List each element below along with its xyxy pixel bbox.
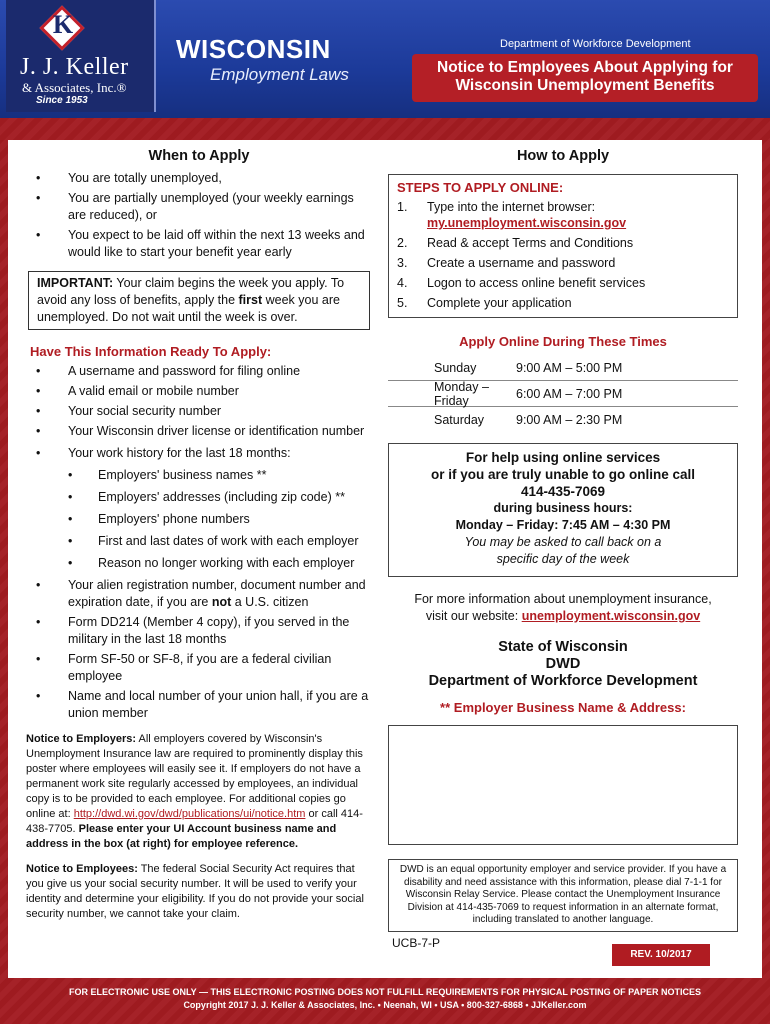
sub-list-item: • Reason no longer working with each employer [26,555,372,572]
poster-header [0,0,770,118]
help-box [388,443,738,577]
work-history-sublist [26,467,372,572]
hours-cell: 6:00 AM – 7:00 PM [516,386,623,401]
alien-text-b: a U.S. citizen [231,595,309,609]
notice-employees-text: The federal Social Security Act requires that you give us your social security number. It will be used to verify your identity and determine your eligibility. If you do not provide your social security number, we cannot take your claim. [26,863,364,920]
important-note [28,271,370,330]
alien-bold: not [211,595,232,609]
steps-box [388,174,738,318]
list-item: • Form SF-50 or SF-8, if you are a federal civilian employee [26,651,372,685]
notice-employers-text2: or call 414-438-7705. [26,808,363,835]
day-cell: Sunday [434,360,477,375]
list-item: • Your Wisconsin driver license or identification number [26,423,372,440]
info-list-continued [26,577,372,722]
step-number: 2. [397,236,408,250]
more-line2: visit our website: [425,609,522,623]
notice-employers-label: Notice to Employers: [26,733,137,745]
list-item: • Your social security number [26,403,372,420]
logo-since: Since 1953 [36,95,88,106]
important-bold: first [238,293,263,307]
list-item: • A username and password for filing online [26,363,372,380]
more-line2-wrap [388,608,738,625]
how-to-apply-heading: How to Apply [516,148,610,164]
list-item: • Name and local number of your union hall, if you are a union member [26,688,372,722]
step-text: Logon to access online benefit services [427,276,646,290]
step-number: 1. [397,200,408,214]
logo-name: J. J. Keller [20,54,129,80]
step-number: 3. [397,256,408,270]
notice-to-employers [26,732,372,852]
notice-to-employees [26,862,372,922]
step-text: Complete your application [427,296,572,310]
dwd-line2: DWD [545,656,581,672]
help-hours-label: during business hours: [493,501,633,515]
when-to-apply-heading: When to Apply [148,148,250,164]
sub-list-item: • Employers' phone numbers [26,511,372,528]
table-row [388,355,738,381]
right-column [388,140,738,932]
company-logo [6,0,156,112]
state-title: WISCONSIN [176,34,331,64]
steps-heading: STEPS TO APPLY ONLINE: [397,180,564,195]
more-info [388,591,738,625]
help-note2: specific day of the week [496,552,630,566]
times-table [388,355,738,433]
step-item [397,235,729,251]
step-item [397,255,729,271]
times-heading: Apply Online During These Times [459,334,667,349]
footer-line1: FOR ELECTRONIC USE ONLY — THIS ELECTRONIC POSTING DOES NOT FULFILL REQUIREMENTS FOR PHYSICAL POSTING OF PAPER NOTICES [68,987,702,997]
help-hours: Monday – Friday: 7:45 AM – 4:30 PM [455,518,671,532]
dwd-block [388,639,738,690]
alien-text-a: Your alien registration number, document number and expiration date, if you are [68,578,366,609]
logo-k-glyph: K [52,10,74,39]
day-cell: Monday – Friday [434,379,489,408]
list-item: • You expect to be laid off within the next 13 weeks and would like to start your benefit year early [26,227,372,261]
step-text: Create a username and password [427,256,616,270]
list-item [26,577,372,611]
table-row [388,407,738,433]
notice-link[interactable]: http://dwd.wi.gov/dwd/publications/ui/notice.htm [73,808,306,820]
list-item: • Your work history for the last 18 months: [26,445,372,462]
sub-list-item: • Employers' business names ** [26,467,372,484]
dwd-line3: Department of Workforce Development [428,673,698,689]
sub-list-item: • First and last dates of work with each employer [26,533,372,550]
help-note1: You may be asked to call back on a [464,535,662,549]
when-list [26,170,372,261]
step-number: 4. [397,276,408,290]
more-line1: For more information about unemployment insurance, [414,592,712,606]
footer [0,986,770,1012]
step-item [397,199,729,231]
help-line2: or if you are truly unable to go online call [430,467,696,482]
logo-associates: & Associates, Inc.® [22,80,127,95]
step-item [397,275,729,291]
info-list [26,363,372,462]
list-item: • You are partially unemployed (your weekly earnings are reduced), or [26,190,372,224]
revision-badge: REV. 10/2017 [612,944,710,966]
department-label: Department of Workforce Development [500,38,691,50]
step-text: Type into the internet browser: [427,200,596,214]
apply-url-link[interactable]: my.unemployment.wisconsin.gov [427,216,627,230]
step-number: 5. [397,296,408,310]
list-item: • A valid email or mobile number [26,383,372,400]
sub-list-item: • Employers' addresses (including zip code) ** [26,489,372,506]
important-text-a: Your claim begins the week you apply. To avoid any loss of benefits, apply the [37,276,345,307]
hours-cell: 9:00 AM – 2:30 PM [516,413,623,427]
step-item [397,295,729,311]
step-text: Read & accept Terms and Conditions [427,236,634,250]
info-heading: Have This Information Ready To Apply: [30,344,272,359]
employer-address-box[interactable] [388,725,738,845]
help-phone: 414-435-7069 [520,484,606,499]
notice-title-line1: Notice to Employees About Applying for [437,59,733,76]
form-code: UCB-7-P [392,936,441,950]
important-label: IMPORTANT: [37,276,114,290]
list-item: • You are totally unemployed, [26,170,372,187]
day-cell: Saturday [434,413,485,427]
eeo-statement: DWD is an equal opportunity employer and service provider. If you have a disability and need assistance with this information, please dial 7-1-1 for Wisconsin Relay Service. Please contact the Unemployment Insurance Division at 414-435-7069 to request information in an alternate format, including translated to another language. [388,859,738,932]
notice-employees-label: Notice to Employees: [26,863,138,875]
left-column [26,140,372,922]
website-link[interactable]: unemployment.wisconsin.gov [521,609,701,623]
notice-employers-bold: Please enter your UI Account business name and address in the box (at right) for employee reference. [26,823,337,850]
steps-list [397,199,729,311]
hours-cell: 9:00 AM – 5:00 PM [516,360,623,375]
notice-employers-text: All employers covered by Wisconsin's Unemployment Insurance law are required to prominently display this poster where employees will easily see it. If employers do not have a permanent work site regularly accessed by employees, an individual copy is to be provided to each employee. For additional copies go online at: [26,733,363,820]
list-item: • Form DD214 (Member 4 copy), if you served in the military in the last 18 months [26,614,372,648]
footer-line2: Copyright 2017 J. J. Keller & Associates, Inc. • Neenah, WI • USA • 800-327-6868 • JJKeller.com [183,1000,587,1010]
notice-title [412,54,758,102]
dwd-line1: State of Wisconsin [498,639,628,655]
important-text-b: week you are unemployed. Do not wait until the week is over. [37,293,340,324]
help-line1: For help using online services [465,450,661,465]
employer-address-label: ** Employer Business Name & Address: [440,700,686,715]
notice-title-line2: Wisconsin Unemployment Benefits [455,77,715,94]
table-row [388,381,738,407]
employment-laws-subtitle: Employment Laws [210,65,349,84]
